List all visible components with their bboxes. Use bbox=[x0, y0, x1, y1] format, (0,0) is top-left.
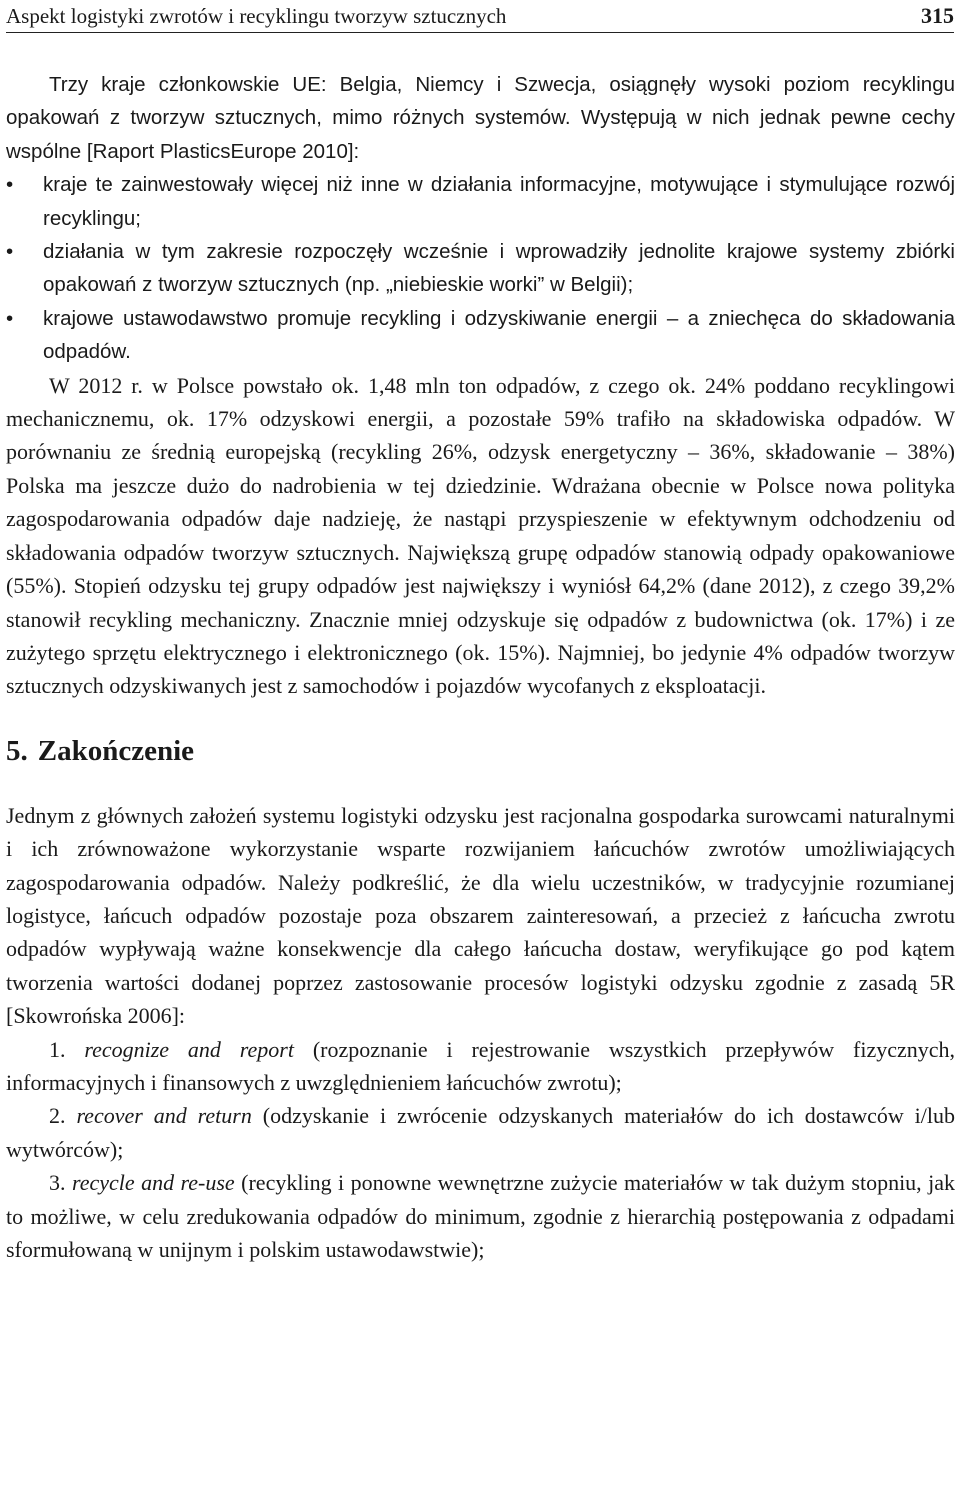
item-number: 2. bbox=[49, 1103, 66, 1129]
intro-paragraph: Trzy kraje członkowskie UE: Belgia, Niemcy i Szwecja, osiągnęły wysoki poziom recyklingu opakowań z tworzyw sztucznych, mimo różnych systemów. Występują w nich jednak pewne cechy wspólne [Raport PlasticsEurope 2010]: bbox=[6, 73, 955, 163]
item-term: recycle and re-use bbox=[71, 1170, 235, 1196]
bullet-text: kraje te zainwestowały więcej niż inne w działania informacyjne, motywujące i stymulujące rozwój recyklingu; bbox=[43, 173, 955, 230]
item-text: (odzyskanie i zwrócenie odzyskanych materiałów do ich dostawców i/lub wytwórców); bbox=[6, 1103, 956, 1162]
bullet-text: działania w tym zakresie rozpoczęły wcześnie i wprowadziły jednolite krajowe systemy zbiórki opakowań z tworzyw sztucznych (np. „niebieskie worki” w Belgii); bbox=[43, 240, 955, 297]
numbered-item bbox=[6, 1166, 955, 1266]
poland-statistics-paragraph: W 2012 r. w Polsce powstało ok. 1,48 mln ton odpadów, z czego ok. 24% poddano recyklingowi mechanicznemu, ok. 17% odzyskowi energii, a pozostałe 59% trafiło na składowiska odpadów. W porównaniu ze średnią europejską (recykling 26%, odzysk energetyczny – 36%, składowanie – 38%) Polska ma jeszcze dużo do nadrobienia w tej dziedzinie. Wdrażana obecnie w Polsce nowa polityka zagospodarowania odpadów daje nadzieję, że nastąpi przyspieszenie w efektywnym odchodzeniu od składowania odpadów tworzyw sztucznych. Największą grupę odpadów stanowią odpady opakowaniowe (55%). Stopień odzysku tej grupy odpadów jest największy i wyniósł 64,2% (dane 2012), z czego 39,2% stanowił recykling mechaniczny. Znacznie mniej odzyskuje się odpadów z budownictwa (ok. 17%) i ze zużytego sprzętu elektrycznego i elektronicznego (ok. 15%). Najmniej, bo jedynie 4% odpadów tworzyw sztucznych odzyskiwanych jest z samochodów i pojazdów wycofanych z eksploatacji. bbox=[6, 372, 955, 699]
conclusion-paragraph: Jednym z głównych założeń systemu logistyki odzysku jest racjonalna gospodarka surowcami naturalnymi i ich zrównoważone wykorzystanie wsparte rozwijaniem łańcuchów zwrotów umożliwiających zagospodarowania odpadów. Należy podkreślić, że dla wielu uczestników, w tradycyjnie rozumianej logistyce, łańcuch odpadów pozostaje poza obszarem zainteresowań, a przecież z łańcucha zwrotu odpadów wypływają ważne konsekwencje dla całego łańcucha dostaw, weryfikujące go pod kątem tworzenia wartości dodanej poprzez zastosowanie procesów logistyki odzysku zgodnie z zasadą 5R [Skowrońska 2006]: bbox=[6, 802, 955, 1029]
numbered-item bbox=[6, 1033, 955, 1100]
bullet-item bbox=[6, 302, 955, 369]
body-text bbox=[6, 68, 955, 1266]
bullet-icon: • bbox=[6, 173, 14, 197]
item-number: 3. bbox=[49, 1170, 66, 1196]
running-header bbox=[6, 2, 954, 33]
item-number: 1. bbox=[49, 1036, 66, 1062]
bullet-item bbox=[6, 235, 955, 302]
item-term: recover and return bbox=[76, 1103, 252, 1129]
section-heading bbox=[6, 731, 955, 771]
bullet-icon: • bbox=[6, 306, 14, 330]
numbered-item bbox=[6, 1099, 955, 1166]
item-text: (rozpoznanie i rejestrowanie wszystkich przepływów fizycznych, informacyjnych i finansowych z uwzględnieniem łańcuchów zwrotu); bbox=[6, 1036, 956, 1095]
running-title: Aspekt logistyki zwrotów i recyklingu tworzyw sztucznych bbox=[6, 4, 507, 28]
bullet-text: krajowe ustawodawstwo promuje recykling i odzyskiwanie energii – a zniechęca do składowania odpadów. bbox=[43, 306, 955, 364]
section-number: 5. bbox=[6, 734, 28, 767]
bullet-item bbox=[6, 168, 955, 235]
item-text: (recykling i ponowne wewnętrzne zużycie materiałów w tak dużym stopniu, jak to możliwe, w celu zredukowania odpadów do minimum, zgodnie z hierarchią postępowania z odpadami sformułowaną w unijnym i polskim ustawodawstwie); bbox=[6, 1170, 956, 1262]
section-title: Zakończenie bbox=[37, 734, 195, 767]
page-number: 315 bbox=[921, 3, 954, 28]
item-term: recognize and report bbox=[84, 1036, 294, 1062]
bullet-list bbox=[6, 168, 955, 368]
bullet-icon: • bbox=[6, 240, 14, 264]
